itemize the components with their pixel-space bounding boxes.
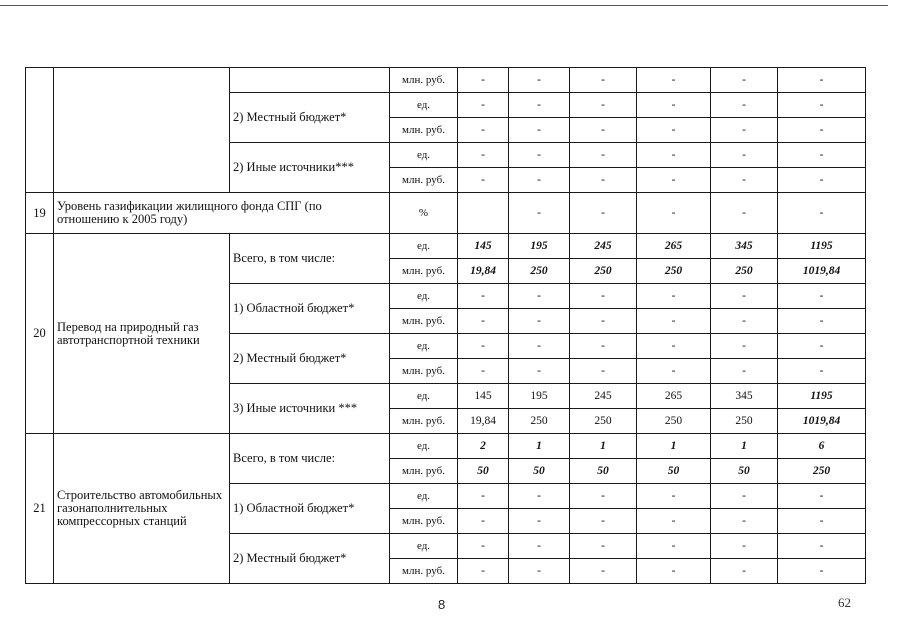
value-cell: - (637, 68, 711, 93)
value-cell: - (570, 309, 637, 334)
value-cell: - (570, 68, 637, 93)
value-cell: - (637, 359, 711, 384)
value-cell: - (711, 193, 778, 234)
value-cell: - (570, 93, 637, 118)
value-cell: - (570, 509, 637, 534)
value-cell: - (509, 359, 570, 384)
source-cell: 2) Местный бюджет* (230, 334, 390, 384)
value-cell: - (458, 359, 509, 384)
value-cell: - (458, 143, 509, 168)
top-rule (0, 5, 888, 6)
value-cell: - (509, 68, 570, 93)
row-number-cell: 19 (26, 193, 54, 234)
value-cell: - (509, 118, 570, 143)
unit-cell: ед. (390, 284, 458, 309)
value-cell: - (458, 334, 509, 359)
value-cell: 1 (711, 434, 778, 459)
row-number-cell: 21 (26, 434, 54, 584)
value-cell: - (711, 359, 778, 384)
value-cell: 145 (458, 384, 509, 409)
value-cell: - (778, 118, 866, 143)
value-cell: - (637, 193, 711, 234)
source-cell: 1) Областной бюджет* (230, 284, 390, 334)
unit-cell: ед. (390, 384, 458, 409)
source-cell: 3) Иные источники *** (230, 384, 390, 434)
value-cell: - (570, 284, 637, 309)
value-cell: 250 (637, 259, 711, 284)
description-cell: Строительство автомобильных газонаполнительных компрессорных станций (54, 434, 230, 584)
unit-cell: ед. (390, 534, 458, 559)
value-cell: 345 (711, 234, 778, 259)
value-cell: - (509, 168, 570, 193)
unit-cell: млн. руб. (390, 509, 458, 534)
value-cell: - (637, 509, 711, 534)
value-cell: - (711, 334, 778, 359)
value-cell: - (711, 559, 778, 584)
value-cell: 2 (458, 434, 509, 459)
unit-cell: ед. (390, 234, 458, 259)
value-cell: 1195 (778, 234, 866, 259)
value-cell: - (711, 118, 778, 143)
value-cell: 195 (509, 384, 570, 409)
value-cell: 250 (711, 409, 778, 434)
value-cell: - (778, 143, 866, 168)
value-cell: - (509, 93, 570, 118)
value-cell: 6 (778, 434, 866, 459)
value-cell: - (458, 68, 509, 93)
value-cell: 265 (637, 234, 711, 259)
value-cell: - (509, 284, 570, 309)
value-cell: - (458, 534, 509, 559)
value-cell: - (458, 168, 509, 193)
value-cell: - (509, 309, 570, 334)
value-cell: 250 (570, 409, 637, 434)
value-cell: - (570, 359, 637, 384)
value-cell: - (637, 93, 711, 118)
table-row (26, 193, 866, 234)
value-cell: 50 (711, 459, 778, 484)
value-cell: - (509, 143, 570, 168)
value-cell: - (637, 484, 711, 509)
value-cell: - (570, 118, 637, 143)
value-cell: - (637, 534, 711, 559)
unit-cell: млн. руб. (390, 559, 458, 584)
value-cell: - (458, 93, 509, 118)
value-cell: - (711, 68, 778, 93)
page-number: 8 (438, 597, 446, 612)
value-cell: - (509, 334, 570, 359)
unit-cell: % (390, 193, 458, 234)
value-cell: 250 (637, 409, 711, 434)
value-cell: - (509, 193, 570, 234)
value-cell: - (458, 284, 509, 309)
table-row (26, 434, 866, 459)
description-cell: Уровень газификации жилищного фонда СПГ (по отношению к 2005 году) (54, 193, 390, 234)
value-cell: - (637, 334, 711, 359)
unit-cell: ед. (390, 334, 458, 359)
unit-cell: ед. (390, 484, 458, 509)
value-cell: 250 (778, 459, 866, 484)
value-cell: - (570, 143, 637, 168)
value-cell: 1195 (778, 384, 866, 409)
unit-cell: млн. руб. (390, 68, 458, 93)
value-cell: - (778, 284, 866, 309)
source-cell: 2) Местный бюджет* (230, 534, 390, 584)
value-cell: - (458, 118, 509, 143)
value-cell: - (711, 284, 778, 309)
source-cell: Всего, в том числе: (230, 234, 390, 284)
unit-cell: ед. (390, 143, 458, 168)
value-cell: - (637, 309, 711, 334)
value-cell: - (570, 484, 637, 509)
value-cell: 250 (509, 409, 570, 434)
value-cell: - (458, 509, 509, 534)
source-cell: Всего, в том числе: (230, 434, 390, 484)
table-row (26, 234, 866, 259)
value-cell: 245 (570, 234, 637, 259)
value-cell: 345 (711, 384, 778, 409)
description-cell (54, 68, 230, 193)
value-cell: - (778, 309, 866, 334)
row-number-cell (26, 68, 54, 193)
source-cell (230, 68, 390, 93)
data-table (25, 67, 866, 584)
value-cell: - (570, 168, 637, 193)
value-cell: - (637, 118, 711, 143)
value-cell: 19,84 (458, 409, 509, 434)
value-cell: - (570, 193, 637, 234)
value-cell: - (637, 143, 711, 168)
source-cell: 1) Областной бюджет* (230, 484, 390, 534)
row-number-cell: 20 (26, 234, 54, 434)
value-cell: - (778, 334, 866, 359)
value-cell: - (458, 309, 509, 334)
value-cell: 50 (458, 459, 509, 484)
value-cell: - (458, 484, 509, 509)
value-cell: 1019,84 (778, 409, 866, 434)
value-cell: 265 (637, 384, 711, 409)
value-cell: - (711, 534, 778, 559)
value-cell: - (637, 559, 711, 584)
value-cell: - (711, 509, 778, 534)
value-cell: - (637, 284, 711, 309)
sheet-number: 62 (838, 595, 851, 610)
unit-cell: млн. руб. (390, 359, 458, 384)
value-cell: - (458, 559, 509, 584)
value-cell: - (509, 484, 570, 509)
unit-cell: млн. руб. (390, 309, 458, 334)
value-cell: - (509, 509, 570, 534)
value-cell: 250 (509, 259, 570, 284)
value-cell: - (711, 168, 778, 193)
value-cell: - (778, 484, 866, 509)
unit-cell: ед. (390, 434, 458, 459)
value-cell: 1 (570, 434, 637, 459)
value-cell: 50 (570, 459, 637, 484)
value-cell: - (570, 534, 637, 559)
unit-cell: млн. руб. (390, 118, 458, 143)
value-cell: - (509, 559, 570, 584)
table-row (26, 68, 866, 93)
value-cell: - (570, 559, 637, 584)
unit-cell: млн. руб. (390, 459, 458, 484)
unit-cell: млн. руб. (390, 409, 458, 434)
source-cell: 2) Местный бюджет* (230, 93, 390, 143)
unit-cell: млн. руб. (390, 259, 458, 284)
value-cell (458, 193, 509, 234)
value-cell: - (509, 534, 570, 559)
value-cell: - (570, 334, 637, 359)
value-cell: - (778, 168, 866, 193)
value-cell: 50 (637, 459, 711, 484)
value-cell: - (778, 509, 866, 534)
value-cell: 250 (570, 259, 637, 284)
value-cell: 1019,84 (778, 259, 866, 284)
unit-cell: ед. (390, 93, 458, 118)
value-cell: - (637, 168, 711, 193)
description-cell: Перевод на природный газ автотранспортной техники (54, 234, 230, 434)
value-cell: - (778, 93, 866, 118)
value-cell: 1 (509, 434, 570, 459)
unit-cell: млн. руб. (390, 168, 458, 193)
value-cell: 145 (458, 234, 509, 259)
value-cell: - (778, 559, 866, 584)
value-cell: 50 (509, 459, 570, 484)
value-cell: 245 (570, 384, 637, 409)
value-cell: 250 (711, 259, 778, 284)
value-cell: - (778, 534, 866, 559)
value-cell: 19,84 (458, 259, 509, 284)
value-cell: - (711, 484, 778, 509)
value-cell: - (711, 93, 778, 118)
value-cell: 1 (637, 434, 711, 459)
value-cell: - (711, 309, 778, 334)
source-cell: 2) Иные источники*** (230, 143, 390, 193)
value-cell: - (778, 359, 866, 384)
value-cell: 195 (509, 234, 570, 259)
value-cell: - (711, 143, 778, 168)
value-cell: - (778, 68, 866, 93)
value-cell: - (778, 193, 866, 234)
